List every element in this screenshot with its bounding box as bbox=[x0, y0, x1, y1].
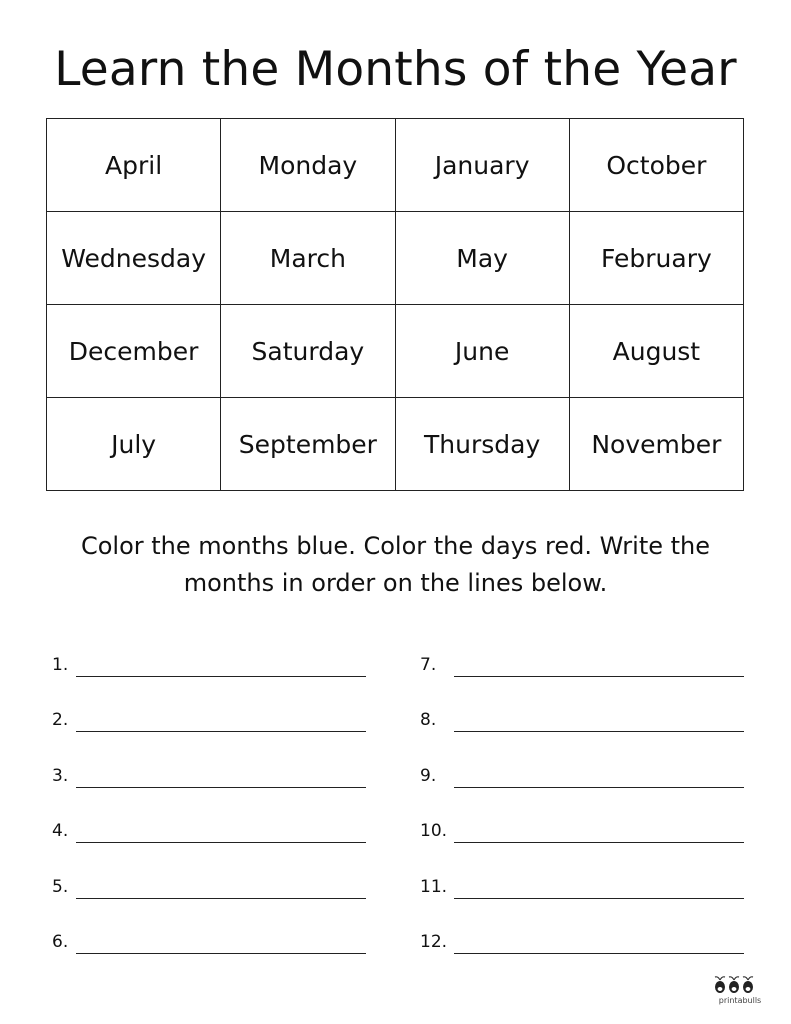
page-title: Learn the Months of the Year bbox=[54, 42, 737, 97]
grid-cell[interactable]: Monday bbox=[221, 119, 395, 212]
line-number: 2. bbox=[52, 710, 69, 731]
grid-row bbox=[47, 398, 744, 491]
answer-line[interactable] bbox=[52, 868, 366, 923]
line-number: 9. bbox=[420, 765, 437, 786]
instructions-line-2: months in order on the lines below. bbox=[183, 569, 608, 597]
grid-cell[interactable]: October bbox=[569, 119, 743, 212]
line-number: 4. bbox=[52, 821, 69, 842]
write-line[interactable] bbox=[454, 898, 744, 899]
word-grid bbox=[46, 118, 744, 491]
grid-cell[interactable]: August bbox=[569, 305, 743, 398]
write-line[interactable] bbox=[454, 842, 744, 843]
write-line[interactable] bbox=[454, 676, 744, 677]
printabulls-logo bbox=[712, 974, 768, 1008]
write-line[interactable] bbox=[76, 731, 366, 732]
line-number: 11. bbox=[420, 876, 448, 897]
write-line[interactable] bbox=[454, 787, 744, 788]
line-number: 10. bbox=[420, 821, 448, 842]
instructions-line-1: Color the months blue. Color the days red. Write the bbox=[80, 532, 711, 560]
grid-cell[interactable]: December bbox=[47, 305, 221, 398]
answer-line[interactable] bbox=[420, 757, 744, 812]
grid-cell[interactable]: July bbox=[47, 398, 221, 491]
answer-line[interactable] bbox=[420, 868, 744, 923]
line-number: 7. bbox=[420, 655, 437, 675]
write-line[interactable] bbox=[76, 676, 366, 677]
answer-line[interactable] bbox=[52, 923, 366, 978]
instructions bbox=[40, 528, 751, 602]
line-number: 1. bbox=[52, 655, 69, 675]
grid-cell[interactable]: Wednesday bbox=[47, 212, 221, 305]
write-line[interactable] bbox=[76, 953, 366, 954]
line-number: 3. bbox=[52, 765, 69, 786]
grid-cell[interactable]: September bbox=[221, 398, 395, 491]
grid-row bbox=[47, 119, 744, 212]
answer-lines-right bbox=[420, 646, 744, 978]
grid-cell[interactable]: April bbox=[47, 119, 221, 212]
answer-line[interactable] bbox=[420, 812, 744, 867]
grid-cell[interactable]: November bbox=[569, 398, 743, 491]
answer-line[interactable] bbox=[52, 701, 366, 756]
write-line[interactable] bbox=[454, 953, 744, 954]
answer-line[interactable] bbox=[420, 646, 744, 701]
write-line[interactable] bbox=[76, 787, 366, 788]
line-number: 8. bbox=[420, 710, 437, 731]
answer-line[interactable] bbox=[52, 812, 366, 867]
brand-name: printabulls bbox=[718, 996, 762, 1005]
write-line[interactable] bbox=[76, 898, 366, 899]
write-line[interactable] bbox=[76, 842, 366, 843]
grid-cell[interactable]: June bbox=[395, 305, 569, 398]
grid-cell[interactable]: March bbox=[221, 212, 395, 305]
line-number: 6. bbox=[52, 931, 69, 952]
bulls-logo-icon bbox=[712, 974, 768, 996]
grid-cell[interactable]: Saturday bbox=[221, 305, 395, 398]
line-number: 5. bbox=[52, 876, 69, 897]
answer-line[interactable] bbox=[420, 701, 744, 756]
answer-line[interactable] bbox=[420, 923, 744, 978]
grid-cell[interactable]: May bbox=[395, 212, 569, 305]
grid-row bbox=[47, 305, 744, 398]
write-line[interactable] bbox=[454, 731, 744, 732]
line-number: 12. bbox=[420, 931, 448, 952]
answer-line[interactable] bbox=[52, 646, 366, 701]
grid-cell[interactable]: January bbox=[395, 119, 569, 212]
answer-line[interactable] bbox=[52, 757, 366, 812]
grid-row bbox=[47, 212, 744, 305]
grid-cell[interactable]: Thursday bbox=[395, 398, 569, 491]
grid-cell[interactable]: February bbox=[569, 212, 743, 305]
answer-lines-left bbox=[52, 646, 366, 978]
